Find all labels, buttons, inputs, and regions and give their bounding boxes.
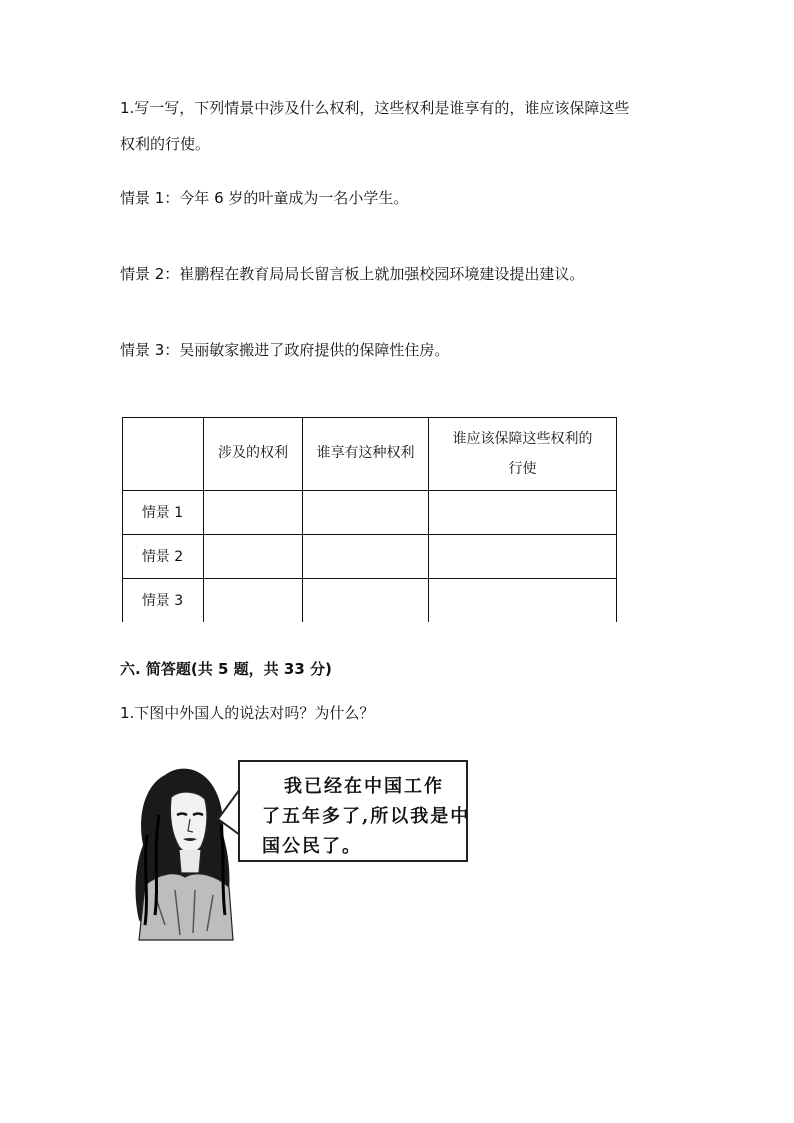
speech-line-3: 国公民了。 [262,836,362,857]
table-rule [122,490,617,491]
woman-portrait-image [125,755,245,945]
question-1-line-1: 1.写一写，下列情景中涉及什么权利，这些权利是谁享有的，谁应该保障这些 [120,99,630,117]
scenario-2: 情景 2：崔鹏程在教育局局长留言板上就加强校园环境建设提出建议。 [120,265,585,283]
speech-line-2: 了五年多了,所以我是中 [262,806,471,827]
question-1-line-2: 权利的行使。 [120,135,211,153]
scenario-3: 情景 3：吴丽敏家搬进了政府提供的保障性住房。 [120,341,450,359]
header-who-enjoys: 谁享有这种权利 [316,445,415,461]
row-label-scenario-3: 情景 3 [141,593,184,609]
speech-bubble [238,760,471,862]
row-label-scenario-2: 情景 2 [141,549,184,565]
table-rule [122,578,617,579]
header-who-guarantees-line-1: 谁应该保障这些权利的 [452,431,593,447]
table-rule [616,417,617,622]
cartoon-illustration [125,755,470,950]
table-rule [122,534,617,535]
speech-line-1: 我已经在中国工作 [284,776,444,797]
row-label-scenario-1: 情景 1 [141,505,184,521]
table-rule [122,417,617,418]
answer-table [122,417,617,622]
section-6-question-1: 1.下图中外国人的说法对吗？为什么？ [120,704,375,722]
header-who-guarantees-line-2: 行使 [508,461,537,477]
scenario-1: 情景 1：今年 6 岁的叶童成为一名小学生。 [120,189,409,207]
section-6-title: 六. 简答题(共 5 题，共 33 分) [120,660,332,678]
header-rights: 涉及的权利 [218,445,288,461]
